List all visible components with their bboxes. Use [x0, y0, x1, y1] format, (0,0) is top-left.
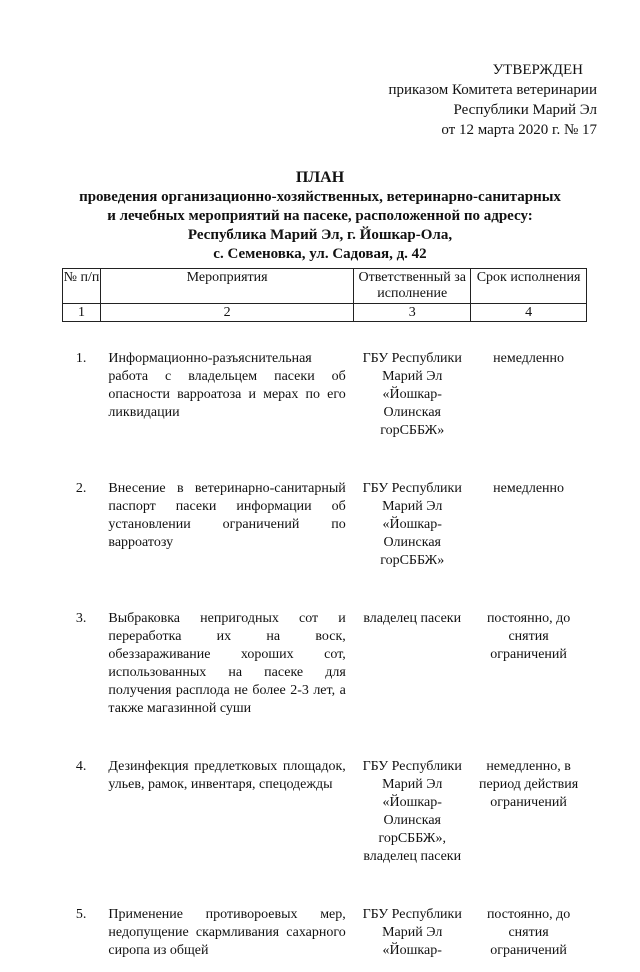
title-line-2: и лечебных мероприятий на пасеке, расположенной по адресу: [107, 208, 533, 224]
row-responsible: ГБУ Республики Марий Эл «Йошкар-Олинская горСББЖ» [362, 351, 462, 438]
approval-heading: УТВЕРЖДЕН [492, 62, 583, 78]
row-term: немедленно, в период действия ограничений [479, 759, 579, 810]
document-title [0, 168, 640, 264]
title-main: ПЛАН [295, 169, 345, 186]
table-header-row [63, 269, 587, 304]
row-responsible: ГБУ Республики Марий Эл «Йошкар-Олинская горСББЖ», владелец пасеки [362, 759, 462, 864]
table-row [63, 878, 587, 972]
approval-line-3: от 12 марта 2020 г. № 17 [441, 122, 597, 138]
approval-line-2: Республики Марий Эл [453, 102, 597, 118]
title-line-1: проведения организационно-хозяйственных, ветеринарно-санитарных [79, 189, 561, 205]
row-term: постоянно, до снятия ограничений [486, 611, 571, 662]
header-term: Срок исполнения [471, 269, 587, 304]
column-number: 4 [471, 304, 587, 322]
table-row [63, 322, 587, 453]
row-event: Внесение в ветеринарно-санитарный паспорт пасеки информации об установлении ограничений по варроатозу [108, 481, 346, 550]
plan-table [62, 268, 587, 972]
title-line-4: с. Семеновка, ул. Садовая, д. 42 [213, 246, 427, 262]
row-event: Применение противороевых мер, недопущение скармливания сахарного сиропа из общей [108, 907, 346, 958]
row-number: 2. [75, 481, 87, 496]
column-number-row [63, 304, 587, 322]
column-number: 3 [354, 304, 471, 322]
row-term: немедленно [493, 481, 565, 496]
approval-stamp [388, 60, 597, 140]
column-number: 1 [63, 304, 101, 322]
row-event: Выбраковка непригодных сот и переработка их на воск, обеззараживание хороших сот, использованных на пасеке для получения расплода не более 2-3 лет, а также магазинной суши [108, 611, 346, 716]
column-number: 2 [100, 304, 353, 322]
table-row [63, 730, 587, 878]
header-responsible: Ответственный за исполнение [354, 269, 471, 304]
row-responsible: ГБУ Республики Марий Эл «Йошкар- [362, 907, 462, 958]
row-term: немедленно [493, 351, 565, 366]
row-number: 5. [75, 907, 87, 922]
row-number: 4. [75, 759, 87, 774]
row-number: 1. [75, 351, 87, 366]
row-term: постоянно, до снятия ограничений [486, 907, 571, 958]
row-responsible: владелец пасеки [363, 611, 462, 626]
approval-line-1: приказом Комитета ветеринарии [388, 82, 597, 98]
row-event: Дезинфекция предлетковых площадок, ульев, рамок, инвентаря, спецодежды [108, 759, 346, 792]
row-responsible: ГБУ Республики Марий Эл «Йошкар-Олинская горСББЖ» [362, 481, 462, 568]
table-row [63, 582, 587, 730]
row-event: Информационно-разъяснительная работа с владельцем пасеки об опасности варроатоза и мерах по его ликвидации [108, 351, 346, 420]
header-number: № п/п [63, 269, 101, 304]
row-number: 3. [75, 611, 87, 626]
header-event: Мероприятия [100, 269, 353, 304]
table-row [63, 452, 587, 582]
title-line-3: Республика Марий Эл, г. Йошкар-Ола, [187, 227, 453, 243]
